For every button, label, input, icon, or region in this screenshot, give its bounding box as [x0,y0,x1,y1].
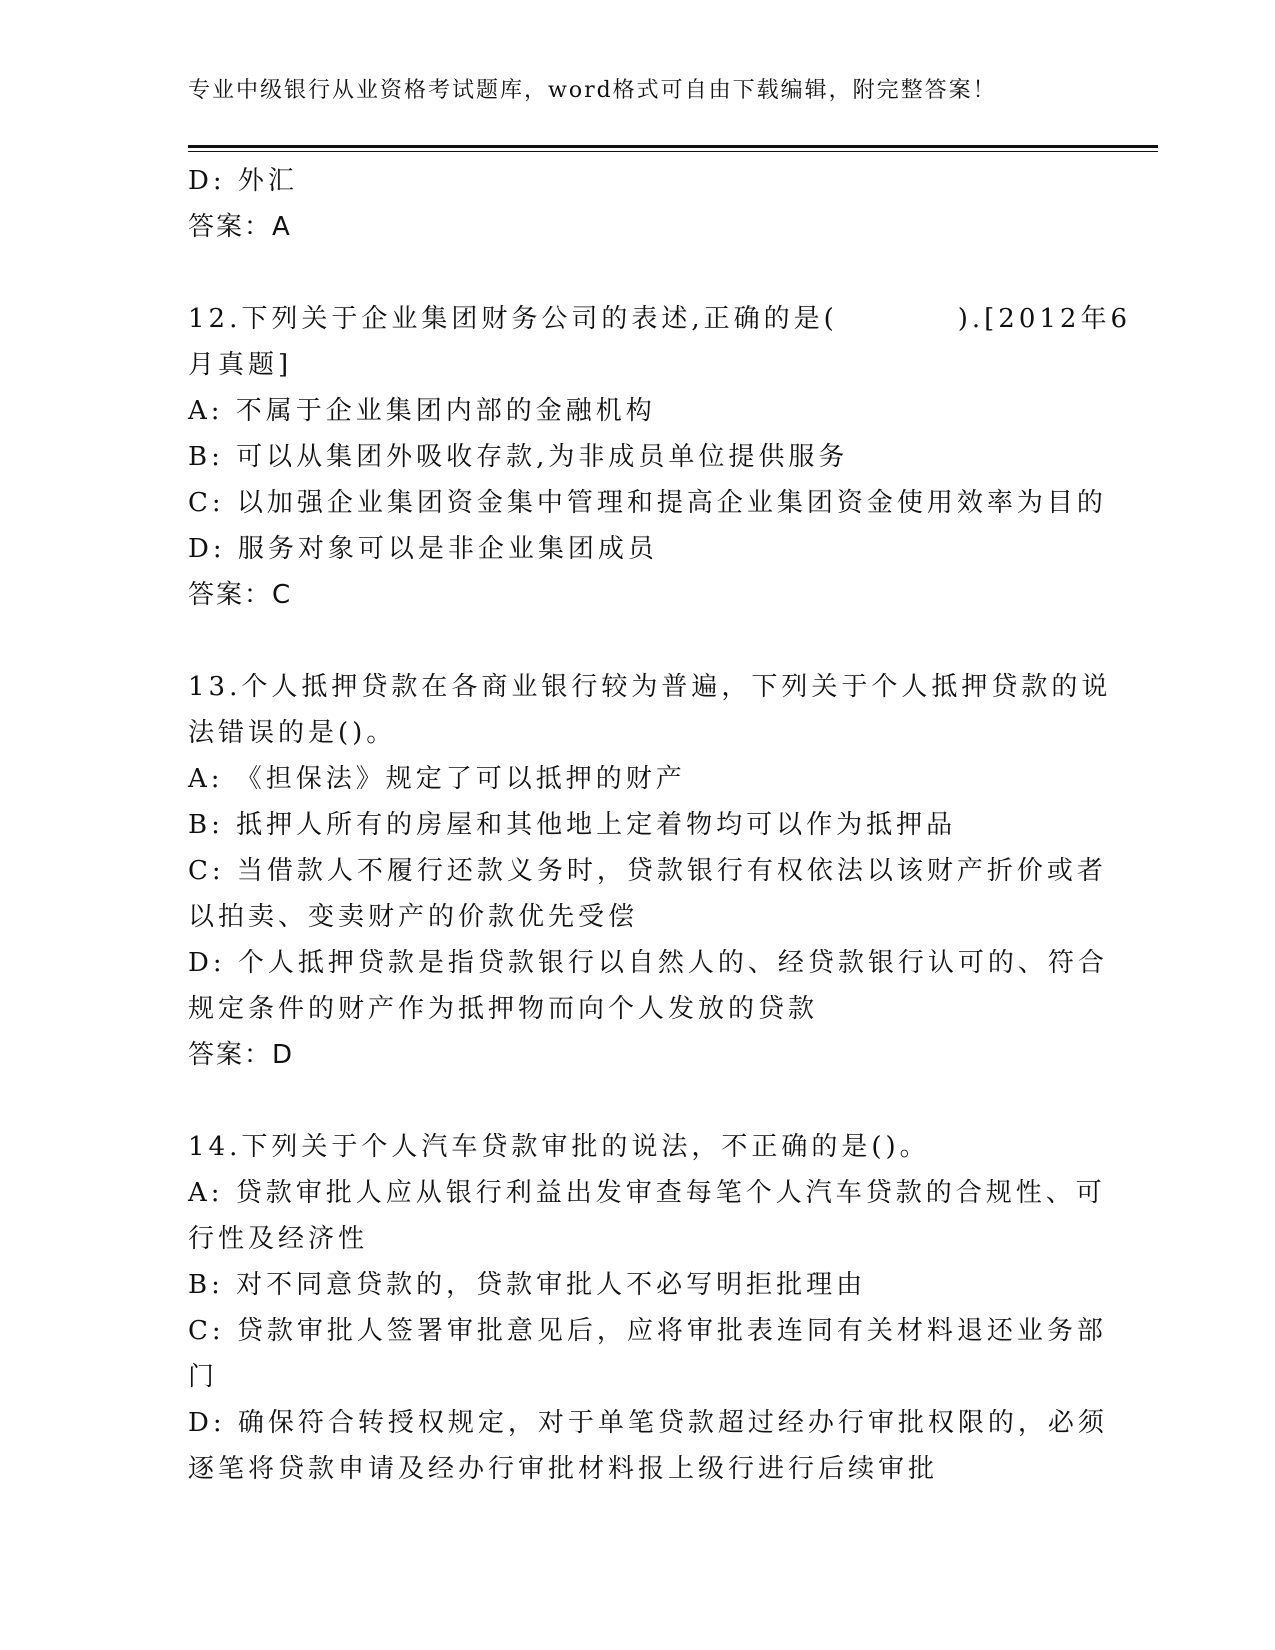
question-list [188,158,1132,1492]
page-header-title: 专业中级银行从业资格考试题库，word格式可自由下载编辑，附完整答案！ [188,78,997,103]
option-line: 规定条件的财产作为抵押物而向个人发放的贷款 [188,994,819,1024]
question-block [188,158,1088,250]
header-rule-thick [188,145,1158,148]
option-line: C: 以加强企业集团资金集中管理和提高企业集团资金使用效率为目的 [188,488,1107,518]
question-stem-line: 法错误的是()。 [188,718,397,748]
option-line: A: 《担保法》规定了可以抵押的财产 [188,764,686,794]
answer-line: 答案：C [188,580,293,610]
question-block [188,296,1132,618]
option-line: D: 确保符合转授权规定，对于单笔贷款超过经办行审批权限的，必须 [188,1408,1108,1438]
option-line: A: 不属于企业集团内部的金融机构 [188,396,656,426]
question-stem-line: 月真题] [188,350,293,380]
answer-line: 答案：A [188,212,292,242]
option-line: C: 当借款人不履行还款义务时，贷款银行有权依法以该财产折价或者 [188,856,1107,886]
option-line: 门 [188,1362,219,1392]
question-stem-line: 12.下列关于企业集团财务公司的表述,正确的是( ).[2012年6 [188,304,1132,334]
option-line: 行性及经济性 [188,1224,369,1254]
option-line: D: 外汇 [188,166,298,196]
option-line: D: 服务对象可以是非企业集团成员 [188,534,658,564]
question-gap [188,618,1088,664]
question-stem-line: 13.个人抵押贷款在各商业银行较为普遍，下列关于个人抵押贷款的说 [188,672,1112,702]
question-block [188,664,1112,1078]
option-line: 以拍卖、变卖财产的价款优先受偿 [188,902,639,932]
option-line: 逐笔将贷款申请及经办行审批材料报上级行进行后续审批 [188,1454,939,1484]
option-line: B: 可以从集团外吸收存款,为非成员单位提供服务 [188,442,849,472]
question-gap [188,250,1088,296]
option-line: D: 个人抵押贷款是指贷款银行以自然人的、经贷款银行认可的、符合 [188,948,1108,978]
question-block [188,1124,1108,1492]
option-line: C: 贷款审批人签署审批意见后，应将审批表连同有关材料退还业务部 [188,1316,1107,1346]
option-line: B: 对不同意贷款的，贷款审批人不必写明拒批理由 [188,1270,867,1300]
option-line: A: 贷款审批人应从银行利益出发审查每笔个人汽车贷款的合规性、可 [188,1178,1106,1208]
header-rule-thin [188,151,1158,152]
option-line: B: 抵押人所有的房屋和其他地上定着物均可以作为抵押品 [188,810,957,840]
answer-line: 答案：D [188,1040,295,1070]
question-stem-line: 14.下列关于个人汽车贷款审批的说法，不正确的是()。 [188,1132,930,1162]
question-gap [188,1078,1088,1124]
